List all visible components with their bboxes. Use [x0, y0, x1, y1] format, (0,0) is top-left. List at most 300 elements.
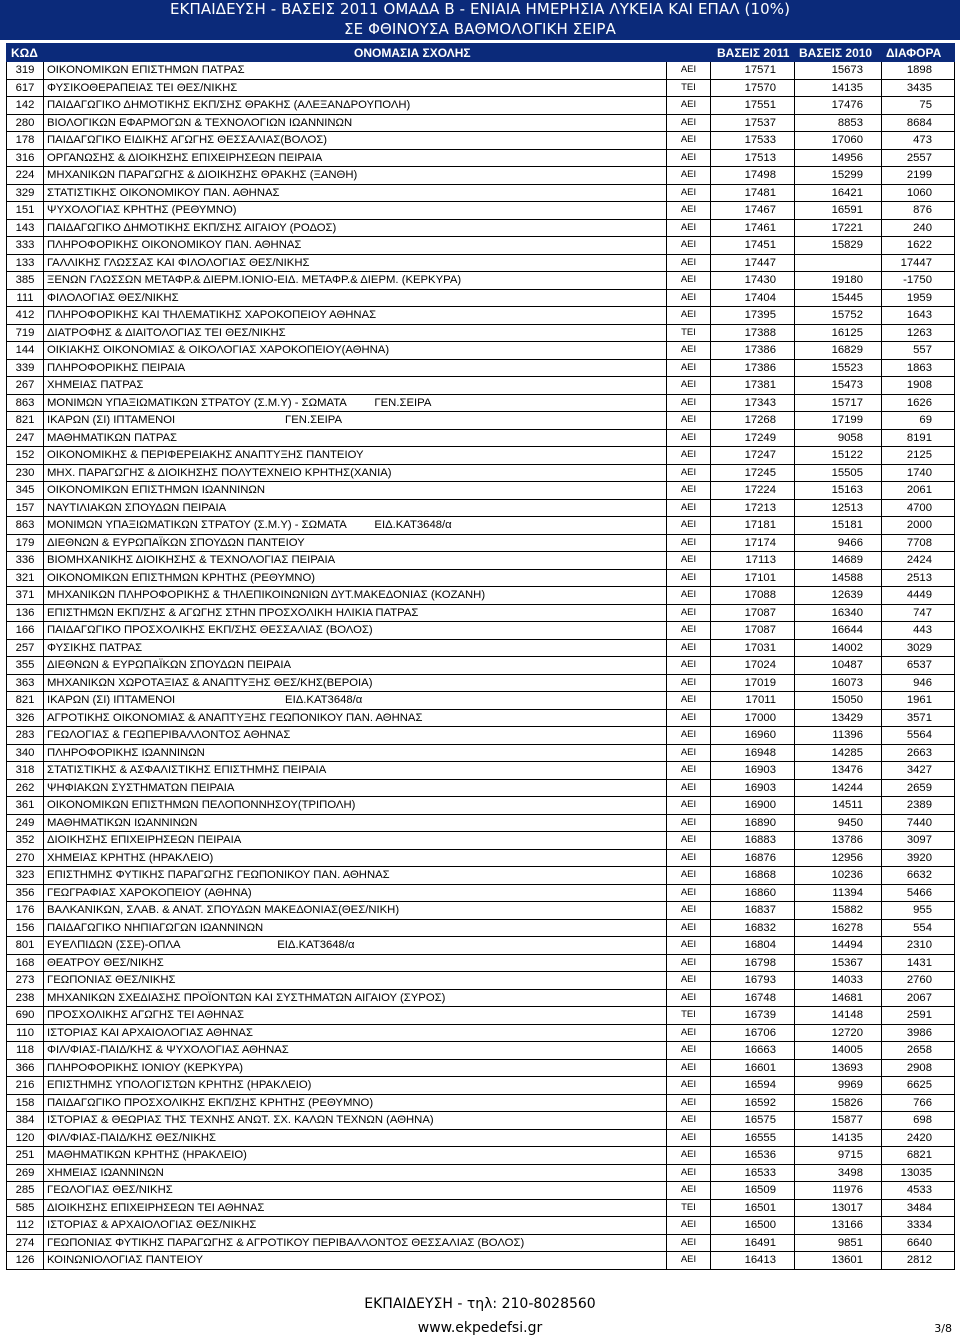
table-row [7, 412, 955, 430]
row-difference: 8191 [882, 429, 955, 447]
row-score-2011: 16960 [711, 727, 795, 745]
row-difference: 1959 [882, 289, 955, 307]
table-row [7, 1217, 955, 1235]
row-score-2011: 16876 [711, 849, 795, 867]
row-code: 158 [7, 1094, 44, 1112]
row-school-name: ΜΟΝΙΜΩΝ ΥΠΑΞΙΩΜΑΤΙΚΩΝ ΣΤΡΑΤΟΥ (Σ.Μ.Υ) - ΣΩΜΑΤΑ ΕΙΔ.ΚΑΤ3648/α [44, 517, 667, 535]
row-institution-type: ΑΕΙ [667, 1164, 711, 1182]
table-row [7, 447, 955, 465]
row-school-name: ΦΥΣΙΚΟΘΕΡΑΠΕΙΑΣ ΤΕΙ ΘΕΣ/ΝΙΚΗΣ [44, 79, 667, 97]
row-score-2010: 13693 [795, 1059, 882, 1077]
row-school-name: ΚΟΙΝΩΝΙΟΛΟΓΙΑΣ ΠΑΝΤΕΙΟΥ [44, 1252, 667, 1270]
table-row [7, 114, 955, 132]
row-school-name: ΜΟΝΙΜΩΝ ΥΠΑΞΙΩΜΑΤΙΚΩΝ ΣΤΡΑΤΟΥ (Σ.Μ.Υ) - ΣΩΜΑΤΑ ΓΕΝ.ΣΕΙΡΑ [44, 394, 667, 412]
row-code: 142 [7, 97, 44, 115]
row-institution-type: ΑΕΙ [667, 482, 711, 500]
table-row [7, 79, 955, 97]
row-difference: 2658 [882, 1042, 955, 1060]
row-institution-type: ΑΕΙ [667, 412, 711, 430]
row-score-2010: 9969 [795, 1077, 882, 1095]
row-school-name: ΦΙΛ/ΦΙΑΣ-ΠΑΙΔ/ΚΗΣ & ΨΥΧΟΛΟΓΙΑΣ ΑΘΗΝΑΣ [44, 1042, 667, 1060]
row-score-2011: 16804 [711, 937, 795, 955]
row-score-2011: 16491 [711, 1234, 795, 1252]
row-score-2011: 17570 [711, 79, 795, 97]
row-score-2011: 17000 [711, 709, 795, 727]
table-row [7, 569, 955, 587]
row-institution-type: ΑΕΙ [667, 1147, 711, 1165]
row-difference: 1740 [882, 464, 955, 482]
row-code: 333 [7, 237, 44, 255]
row-institution-type: ΑΕΙ [667, 62, 711, 80]
row-code: 216 [7, 1077, 44, 1095]
table-row [7, 394, 955, 412]
row-school-name: ΜΑΘΗΜΑΤΙΚΩΝ ΚΡΗΤΗΣ (ΗΡΑΚΛΕΙΟ) [44, 1147, 667, 1165]
row-score-2010: 15752 [795, 307, 882, 325]
row-score-2011: 16706 [711, 1024, 795, 1042]
row-institution-type: ΑΕΙ [667, 254, 711, 272]
row-score-2011: 16832 [711, 919, 795, 937]
row-score-2010: 12720 [795, 1024, 882, 1042]
row-school-name: ΔΙΕΘΝΩΝ & ΕΥΡΩΠΑΪΚΩΝ ΣΠΟΥΔΩΝ ΠΑΝΤΕΙΟΥ [44, 534, 667, 552]
row-institution-type: ΑΕΙ [667, 1094, 711, 1112]
row-code: 821 [7, 412, 44, 430]
row-score-2011: 16793 [711, 972, 795, 990]
table-row [7, 797, 955, 815]
row-school-name: ΜΗΧΑΝΙΚΩΝ ΠΛΗΡΟΦΟΡΙΚΗΣ & ΤΗΛΕΠΙΚΟΙΝΩΝΙΩΝ ΔΥΤ.ΜΑΚΕΔΟΝΙΑΣ (ΚΟΖΑΝΗ) [44, 587, 667, 605]
table-row [7, 359, 955, 377]
row-score-2010: 13786 [795, 832, 882, 850]
table-row [7, 62, 955, 80]
row-score-2010: 10487 [795, 657, 882, 675]
row-score-2010: 14135 [795, 79, 882, 97]
row-score-2010: 13017 [795, 1199, 882, 1217]
row-score-2011: 16748 [711, 989, 795, 1007]
row-score-2010: 15877 [795, 1112, 882, 1130]
row-score-2011: 16594 [711, 1077, 795, 1095]
table-row [7, 1077, 955, 1095]
row-score-2011: 17447 [711, 254, 795, 272]
row-school-name: ΠΛΗΡΟΦΟΡΙΚΗΣ ΠΕΙΡΑΙΑ [44, 359, 667, 377]
table-row [7, 884, 955, 902]
table-row [7, 1234, 955, 1252]
row-code: 136 [7, 604, 44, 622]
row-school-name: ΠΑΙΔΑΓΩΓΙΚΟ ΝΗΠΙΑΓΩΓΩΝ ΙΩΑΝΝΙΝΩΝ [44, 919, 667, 937]
row-institution-type: ΑΕΙ [667, 639, 711, 657]
table-row [7, 814, 955, 832]
row-score-2010: 15882 [795, 902, 882, 920]
row-institution-type: ΑΕΙ [667, 499, 711, 517]
row-difference: 3484 [882, 1199, 955, 1217]
row-institution-type: ΤΕΙ [667, 1007, 711, 1025]
row-institution-type: ΑΕΙ [667, 342, 711, 360]
row-score-2011: 17430 [711, 272, 795, 290]
row-score-2010: 15445 [795, 289, 882, 307]
row-code: 318 [7, 762, 44, 780]
row-score-2010: 14148 [795, 1007, 882, 1025]
table-row [7, 902, 955, 920]
row-code: 274 [7, 1234, 44, 1252]
row-difference: 2389 [882, 797, 955, 815]
row-institution-type: ΑΕΙ [667, 919, 711, 937]
row-institution-type: ΑΕΙ [667, 657, 711, 675]
row-school-name: ΦΙΛΟΛΟΓΙΑΣ ΘΕΣ/ΝΙΚΗΣ [44, 289, 667, 307]
row-difference: 1898 [882, 62, 955, 80]
row-score-2010: 14511 [795, 797, 882, 815]
row-score-2011: 16903 [711, 762, 795, 780]
row-score-2011: 16555 [711, 1129, 795, 1147]
row-score-2010: 11394 [795, 884, 882, 902]
row-score-2010: 15050 [795, 692, 882, 710]
row-institution-type: ΑΕΙ [667, 622, 711, 640]
row-school-name: ΒΙΟΜΗΧΑΝΙΚΗΣ ΔΙΟΙΚΗΣΗΣ & ΤΕΧΝΟΛΟΓΙΑΣ ΠΕΙΡΑΙΑ [44, 552, 667, 570]
row-institution-type: ΑΕΙ [667, 219, 711, 237]
row-code: 585 [7, 1199, 44, 1217]
row-score-2011: 17174 [711, 534, 795, 552]
row-code: 269 [7, 1164, 44, 1182]
row-difference: 3427 [882, 762, 955, 780]
row-score-2011: 17386 [711, 359, 795, 377]
table-row [7, 132, 955, 150]
row-score-2010: 12513 [795, 499, 882, 517]
row-institution-type: ΑΕΙ [667, 902, 711, 920]
row-school-name: ΓΑΛΛΙΚΗΣ ΓΛΩΣΣΑΣ ΚΑΙ ΦΙΛΟΛΟΓΙΑΣ ΘΕΣ/ΝΙΚΗΣ [44, 254, 667, 272]
row-difference: 2591 [882, 1007, 955, 1025]
col-header-name: ΟΝΟΜΑΣΙΑ ΣΧΟΛΗΣ [44, 44, 667, 62]
row-score-2010: 15717 [795, 394, 882, 412]
row-school-name: ΧΗΜΕΙΑΣ ΚΡΗΤΗΣ (ΗΡΑΚΛΕΙΟ) [44, 849, 667, 867]
row-institution-type: ΑΕΙ [667, 1182, 711, 1200]
row-score-2011: 17024 [711, 657, 795, 675]
page-number: 3/8 [934, 1322, 952, 1335]
row-score-2010: 16073 [795, 674, 882, 692]
row-school-name: ΓΕΩΓΡΑΦΙΑΣ ΧΑΡΟΚΟΠΕΙΟΥ (ΑΘΗΝΑ) [44, 884, 667, 902]
row-institution-type: ΑΕΙ [667, 1129, 711, 1147]
row-difference: 2663 [882, 744, 955, 762]
row-institution-type: ΑΕΙ [667, 272, 711, 290]
row-difference: 2067 [882, 989, 955, 1007]
row-code: 262 [7, 779, 44, 797]
row-score-2010: 10236 [795, 867, 882, 885]
table-row [7, 1129, 955, 1147]
table-row [7, 692, 955, 710]
row-difference: 1060 [882, 184, 955, 202]
table-row [7, 604, 955, 622]
row-score-2011: 17213 [711, 499, 795, 517]
row-difference: 1622 [882, 237, 955, 255]
row-score-2010: 3498 [795, 1164, 882, 1182]
row-institution-type: ΑΕΙ [667, 587, 711, 605]
row-school-name: ΙΚΑΡΩΝ (ΣΙ) ΙΠΤΑΜΕΝΟΙ ΓΕΝ.ΣΕΙΡΑ [44, 412, 667, 430]
row-score-2011: 16533 [711, 1164, 795, 1182]
row-score-2011: 17537 [711, 114, 795, 132]
row-score-2010: 17221 [795, 219, 882, 237]
row-score-2011: 17087 [711, 604, 795, 622]
row-institution-type: ΑΕΙ [667, 954, 711, 972]
row-institution-type: ΑΕΙ [667, 1024, 711, 1042]
row-difference: 3986 [882, 1024, 955, 1042]
row-score-2011: 17388 [711, 324, 795, 342]
row-score-2010: 16829 [795, 342, 882, 360]
row-score-2011: 17461 [711, 219, 795, 237]
table-row [7, 149, 955, 167]
row-difference: -1750 [882, 272, 955, 290]
row-school-name: ΓΕΩΛΟΓΙΑΣ & ΓΕΩΠΕΡΙΒΑΛΛΟΝΤΟΣ ΑΘΗΝΑΣ [44, 727, 667, 745]
row-school-name: ΠΛΗΡΟΦΟΡΙΚΗΣ ΟΙΚΟΝΟΜΙΚΟΥ ΠΑΝ. ΑΘΗΝΑΣ [44, 237, 667, 255]
row-school-name: ΑΓΡΟΤΙΚΗΣ ΟΙΚΟΝΟΜΙΑΣ & ΑΝΑΠΤΥΞΗΣ ΓΕΩΠΟΝΙΚΟΥ ΠΑΝ. ΑΘΗΝΑΣ [44, 709, 667, 727]
row-code: 323 [7, 867, 44, 885]
row-code: 355 [7, 657, 44, 675]
row-score-2010: 16278 [795, 919, 882, 937]
row-difference: 876 [882, 202, 955, 220]
row-code: 247 [7, 429, 44, 447]
row-score-2010: 19180 [795, 272, 882, 290]
row-school-name: ΣΤΑΤΙΣΤΙΚΗΣ & ΑΣΦΑΛΙΣΤΙΚΗΣ ΕΠΙΣΤΗΜΗΣ ΠΕΙΡΑΙΑ [44, 762, 667, 780]
row-code: 371 [7, 587, 44, 605]
row-difference: 6625 [882, 1077, 955, 1095]
row-school-name: ΨΥΧΟΛΟΓΙΑΣ ΚΡΗΤΗΣ (ΡΕΘΥΜΝΟ) [44, 202, 667, 220]
row-score-2010: 13601 [795, 1252, 882, 1270]
row-institution-type: ΑΕΙ [667, 937, 711, 955]
row-score-2011: 17551 [711, 97, 795, 115]
row-difference: 1643 [882, 307, 955, 325]
row-code: 339 [7, 359, 44, 377]
row-school-name: ΠΑΙΔΑΓΩΓΙΚΟ ΠΡΟΣΧΟΛΙΚΗΣ ΕΚΠ/ΣΗΣ ΚΡΗΤΗΣ (ΡΕΘΥΜΝΟ) [44, 1094, 667, 1112]
row-institution-type: ΑΕΙ [667, 989, 711, 1007]
table-row [7, 832, 955, 850]
row-difference: 5466 [882, 884, 955, 902]
row-institution-type: ΑΕΙ [667, 289, 711, 307]
row-score-2011: 16592 [711, 1094, 795, 1112]
table-row [7, 1199, 955, 1217]
row-institution-type: ΑΕΙ [667, 867, 711, 885]
row-score-2011: 17343 [711, 394, 795, 412]
table-row [7, 622, 955, 640]
row-code: 179 [7, 534, 44, 552]
row-difference: 2513 [882, 569, 955, 587]
table-row [7, 534, 955, 552]
row-score-2011: 17498 [711, 167, 795, 185]
row-institution-type: ΑΕΙ [667, 394, 711, 412]
table-row [7, 219, 955, 237]
table-row [7, 342, 955, 360]
table-row [7, 377, 955, 395]
row-code: 176 [7, 902, 44, 920]
footer-website-link[interactable]: www.ekpedefsi.gr [417, 1320, 543, 1336]
row-score-2011: 17087 [711, 622, 795, 640]
row-code: 316 [7, 149, 44, 167]
row-difference: 955 [882, 902, 955, 920]
row-score-2011: 17268 [711, 412, 795, 430]
row-code: 321 [7, 569, 44, 587]
footer-contact: ΕΚΠΑΙΔΕΥΣΗ - τηλ: 210-8028560 [364, 1296, 596, 1312]
row-score-2010: 14135 [795, 1129, 882, 1147]
table-row [7, 709, 955, 727]
row-score-2010: 14588 [795, 569, 882, 587]
row-school-name: ΜΗΧΑΝΙΚΩΝ ΧΩΡΟΤΑΞΙΑΣ & ΑΝΑΠΤΥΞΗΣ ΘΕΣ/ΚΗΣ(ΒΕΡΟΙΑ) [44, 674, 667, 692]
row-score-2011: 16601 [711, 1059, 795, 1077]
row-code: 384 [7, 1112, 44, 1130]
row-code: 120 [7, 1129, 44, 1147]
row-school-name: ΠΑΙΔΑΓΩΓΙΚΟ ΕΙΔΙΚΗΣ ΑΓΩΓΗΣ ΘΕΣΣΑΛΙΑΣ(ΒΟΛΟΣ) [44, 132, 667, 150]
row-difference: 6640 [882, 1234, 955, 1252]
row-school-name: ΔΙΟΙΚΗΣΗΣ ΕΠΙΧΕΙΡΗΣΕΩΝ ΤΕΙ ΑΘΗΝΑΣ [44, 1199, 667, 1217]
row-score-2010: 14689 [795, 552, 882, 570]
table-row [7, 167, 955, 185]
row-score-2010: 15505 [795, 464, 882, 482]
row-code: 178 [7, 132, 44, 150]
row-difference: 4700 [882, 499, 955, 517]
row-code: 821 [7, 692, 44, 710]
table-row [7, 849, 955, 867]
row-code: 863 [7, 517, 44, 535]
row-difference: 554 [882, 919, 955, 937]
row-school-name: ΠΑΙΔΑΓΩΓΙΚΟ ΔΗΜΟΤΙΚΗΣ ΕΚΠ/ΣΗΣ ΑΙΓΑΙΟΥ (ΡΟΔΟΣ) [44, 219, 667, 237]
col-header-code: ΚΩΔ [7, 44, 44, 62]
row-difference: 13035 [882, 1164, 955, 1182]
row-score-2010: 8853 [795, 114, 882, 132]
row-score-2010: 15673 [795, 62, 882, 80]
row-difference: 7708 [882, 534, 955, 552]
row-school-name: ΞΕΝΩΝ ΓΛΩΣΣΩΝ ΜΕΤΑΦΡ.& ΔΙΕΡΜ.ΙΟΝΙΟ-ΕΙΔ. ΜΕΤΑΦΡ.& ΔΙΕΡΜ. (ΚΕΡΚΥΡΑ) [44, 272, 667, 290]
row-score-2011: 16903 [711, 779, 795, 797]
row-difference: 240 [882, 219, 955, 237]
row-code: 249 [7, 814, 44, 832]
table-row [7, 1112, 955, 1130]
row-difference: 1263 [882, 324, 955, 342]
row-score-2011: 16536 [711, 1147, 795, 1165]
row-code: 326 [7, 709, 44, 727]
table-header-row [7, 44, 955, 62]
row-score-2010: 15829 [795, 237, 882, 255]
row-difference: 17447 [882, 254, 955, 272]
table-row [7, 1094, 955, 1112]
row-school-name: ΧΗΜΕΙΑΣ ΠΑΤΡΑΣ [44, 377, 667, 395]
row-school-name: ΜΗΧ. ΠΑΡΑΓΩΓΗΣ & ΔΙΟΙΚΗΣΗΣ ΠΟΛΥΤΕΧΝΕΙΟ ΚΡΗΤΗΣ(ΧΑΝΙΑ) [44, 464, 667, 482]
header-subtitle: ΣΕ ΦΘΙΝΟΥΣΑ ΒΑΘΜΟΛΟΓΙΚΗ ΣΕΙΡΑ [344, 20, 616, 38]
row-school-name: ΔΙΟΙΚΗΣΗΣ ΕΠΙΧΕΙΡΗΣΕΩΝ ΠΕΙΡΑΙΑ [44, 832, 667, 850]
row-score-2010: 12956 [795, 849, 882, 867]
row-score-2011: 16509 [711, 1182, 795, 1200]
row-code: 356 [7, 884, 44, 902]
row-score-2011: 17113 [711, 552, 795, 570]
col-header-type [667, 44, 711, 62]
row-score-2011: 16837 [711, 902, 795, 920]
table-row [7, 499, 955, 517]
row-difference: 1961 [882, 692, 955, 710]
row-score-2011: 17101 [711, 569, 795, 587]
row-score-2010: 15523 [795, 359, 882, 377]
row-difference: 69 [882, 412, 955, 430]
row-code: 336 [7, 552, 44, 570]
row-difference: 3571 [882, 709, 955, 727]
row-school-name: ΟΙΚΟΝΟΜΙΚΩΝ ΕΠΙΣΤΗΜΩΝ ΙΩΑΝΝΙΝΩΝ [44, 482, 667, 500]
table-row [7, 674, 955, 692]
row-school-name: ΔΙΑΤΡΟΦΗΣ & ΔΙΑΙΤΟΛΟΓΙΑΣ ΤΕΙ ΘΕΣ/ΝΙΚΗΣ [44, 324, 667, 342]
row-score-2010: 13166 [795, 1217, 882, 1235]
row-difference: 2199 [882, 167, 955, 185]
row-score-2010: 14285 [795, 744, 882, 762]
scores-table [6, 43, 955, 1270]
row-school-name: ΠΛΗΡΟΦΟΡΙΚΗΣ ΚΑΙ ΤΗΛΕΜΑΤΙΚΗΣ ΧΑΡΟΚΟΠΕΙΟΥ ΑΘΗΝΑΣ [44, 307, 667, 325]
table-row [7, 1252, 955, 1270]
row-code: 345 [7, 482, 44, 500]
table-row [7, 1164, 955, 1182]
row-code: 273 [7, 972, 44, 990]
row-score-2010: 15473 [795, 377, 882, 395]
row-difference: 766 [882, 1094, 955, 1112]
row-difference: 1626 [882, 394, 955, 412]
row-score-2011: 16500 [711, 1217, 795, 1235]
row-institution-type: ΑΕΙ [667, 674, 711, 692]
row-code: 151 [7, 202, 44, 220]
row-code: 280 [7, 114, 44, 132]
row-code: 238 [7, 989, 44, 1007]
row-score-2011: 17088 [711, 587, 795, 605]
row-score-2011: 16739 [711, 1007, 795, 1025]
row-score-2010: 14244 [795, 779, 882, 797]
table-row [7, 272, 955, 290]
table-row [7, 744, 955, 762]
table-row [7, 552, 955, 570]
row-score-2011: 16798 [711, 954, 795, 972]
row-code: 385 [7, 272, 44, 290]
row-code: 801 [7, 937, 44, 955]
row-school-name: ΙΣΤΟΡΙΑΣ & ΑΡΧΑΙΟΛΟΓΙΑΣ ΘΕΣ/ΝΙΚΗΣ [44, 1217, 667, 1235]
row-institution-type: ΑΕΙ [667, 692, 711, 710]
row-score-2010: 15367 [795, 954, 882, 972]
row-institution-type: ΑΕΙ [667, 1234, 711, 1252]
row-school-name: ΜΗΧΑΝΙΚΩΝ ΠΑΡΑΓΩΓΗΣ & ΔΙΟΙΚΗΣΗΣ ΘΡΑΚΗΣ (ΞΑΝΘΗ) [44, 167, 667, 185]
row-score-2010: 9450 [795, 814, 882, 832]
row-difference: 2000 [882, 517, 955, 535]
row-school-name: ΒΑΛΚΑΝΙΚΩΝ, ΣΛΑΒ. & ΑΝΑΤ. ΣΠΟΥΔΩΝ ΜΑΚΕΔΟΝΙΑΣ(ΘΕΣ/ΝΙΚΗ) [44, 902, 667, 920]
row-score-2011: 17481 [711, 184, 795, 202]
row-score-2010: 17476 [795, 97, 882, 115]
table-row [7, 919, 955, 937]
row-difference: 2125 [882, 447, 955, 465]
row-score-2010: 17199 [795, 412, 882, 430]
row-difference: 443 [882, 622, 955, 640]
row-score-2010: 15122 [795, 447, 882, 465]
row-code: 110 [7, 1024, 44, 1042]
row-code: 863 [7, 394, 44, 412]
table-row [7, 324, 955, 342]
row-code: 112 [7, 1217, 44, 1235]
table-row [7, 639, 955, 657]
row-code: 285 [7, 1182, 44, 1200]
row-code: 319 [7, 62, 44, 80]
row-school-name: ΜΑΘΗΜΑΤΙΚΩΝ ΠΑΤΡΑΣ [44, 429, 667, 447]
row-institution-type: ΑΕΙ [667, 779, 711, 797]
row-score-2011: 17381 [711, 377, 795, 395]
row-difference: 75 [882, 97, 955, 115]
row-score-2011: 16890 [711, 814, 795, 832]
row-institution-type: ΑΕΙ [667, 1059, 711, 1077]
row-difference: 4449 [882, 587, 955, 605]
row-score-2010: 16644 [795, 622, 882, 640]
row-institution-type: ΑΕΙ [667, 744, 711, 762]
row-institution-type: ΑΕΙ [667, 727, 711, 745]
row-score-2011: 16860 [711, 884, 795, 902]
row-score-2010: 11976 [795, 1182, 882, 1200]
row-difference: 747 [882, 604, 955, 622]
row-school-name: ΟΙΚΟΝΟΜΙΚΩΝ ΕΠΙΣΤΗΜΩΝ ΠΕΛΟΠΟΝΝΗΣΟΥ(ΤΡΙΠΟΛΗ) [44, 797, 667, 815]
row-code: 143 [7, 219, 44, 237]
table-row [7, 954, 955, 972]
row-school-name: ΕΠΙΣΤΗΜΩΝ ΕΚΠ/ΣΗΣ & ΑΓΩΓΗΣ ΣΤΗΝ ΠΡΟΣΧΟΛΙΚΗ ΗΛΙΚΙΑ ΠΑΤΡΑΣ [44, 604, 667, 622]
row-code: 366 [7, 1059, 44, 1077]
row-score-2011: 17404 [711, 289, 795, 307]
